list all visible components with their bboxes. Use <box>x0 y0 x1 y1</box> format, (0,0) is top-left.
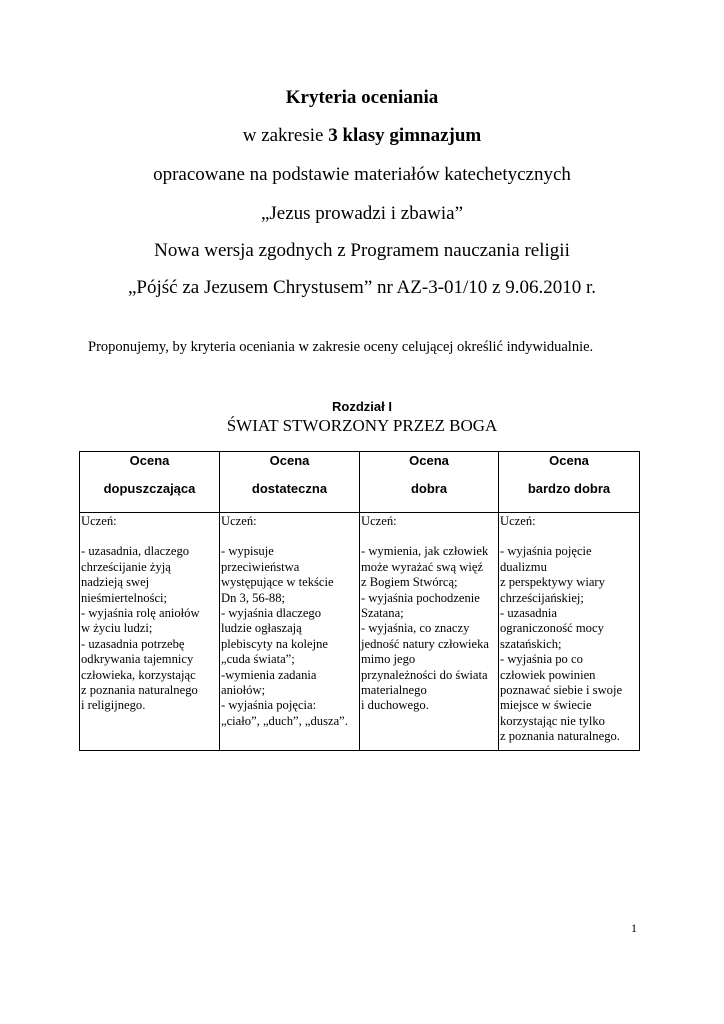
criteria-line: przynależności do świata <box>361 667 488 682</box>
criteria-cell-bardzo-dobra <box>499 513 640 751</box>
criteria-line: ludzie ogłaszają <box>221 621 302 636</box>
criteria-line: z poznania naturalnego <box>81 683 198 698</box>
page-number: 1 <box>631 921 637 935</box>
criteria-line: - wymienia, jak człowiek <box>361 544 489 559</box>
criteria-cell-dobra <box>360 513 499 751</box>
criteria-line: i religijnego. <box>81 698 146 713</box>
criteria-line: w życiu ludzi; <box>81 621 153 636</box>
chapter-label: Rozdział I <box>332 399 392 414</box>
table-header-row <box>80 452 640 513</box>
criteria-line: z perspektywy wiary <box>500 575 605 590</box>
column-header-grade: dobra <box>410 481 448 496</box>
criteria-line: nieśmiertelności; <box>81 590 168 605</box>
basis-line: opracowane na podstawie materiałów katechetycznych <box>153 164 571 185</box>
column-header <box>499 452 640 513</box>
column-header-label: Ocena <box>409 453 449 468</box>
criteria-line: dualizmu <box>500 559 547 574</box>
criteria-line: przeciwieństwa <box>221 559 300 574</box>
criteria-line: korzystając nie tylko <box>500 713 605 728</box>
series-title: „Jezus prowadzi i zbawia” <box>260 203 464 224</box>
criteria-line: szatańskich; <box>500 636 562 651</box>
chapter-title: ŚWIAT STWORZONY PRZEZ BOGA <box>226 416 498 435</box>
column-header-label: Ocena <box>549 453 589 468</box>
criteria-cell-dostateczna <box>220 513 360 751</box>
criteria-line: chrześcijanie żyją <box>81 559 171 574</box>
table-row <box>80 513 640 751</box>
criteria-line: chrześcijańskiej; <box>500 590 584 605</box>
intro-note: Proponujemy, by kryteria oceniania w zakresie oceny celującej określić indywidualnie. <box>88 339 594 355</box>
criteria-line: z poznania naturalnego. <box>500 729 620 744</box>
criteria-line: miejsce w świecie <box>500 698 592 713</box>
criteria-line: Dn 3, 56-88; <box>221 590 286 605</box>
criteria-line: nadzieją swej <box>81 575 150 590</box>
program-name: „Pójść za Jezusem Chrystusem” nr AZ-3-01/10 z 9.06.2010 r. <box>127 277 597 298</box>
column-header <box>360 452 499 513</box>
criteria-line: - wyjaśnia pojęcia: <box>221 698 317 713</box>
cell-lead: Uczeń: <box>500 514 536 528</box>
criteria-line: człowiek powinien <box>500 667 596 682</box>
criteria-line: aniołów; <box>221 683 266 698</box>
criteria-line: - wyjaśnia, co znaczy <box>361 621 470 636</box>
program-line: Nowa wersja zgodnych z Programem nauczania religii <box>154 240 570 261</box>
column-header-label: Ocena <box>129 453 170 468</box>
criteria-line: - wyjaśnia pochodzenie <box>361 590 480 605</box>
column-header-grade: bardzo dobra <box>527 481 611 496</box>
criteria-line: poznawać siebie i swoje <box>500 683 623 698</box>
criteria-line: - uzasadnia <box>500 606 557 621</box>
criteria-line: i duchowego. <box>361 698 429 713</box>
grade-scope-prefix: w zakresie <box>242 125 329 146</box>
criteria-line: - wyjaśnia po co <box>500 652 583 667</box>
criteria-line: „ciało”, „duch”, „dusza”. <box>221 713 348 728</box>
criteria-line: - uzasadnia potrzebę <box>81 636 185 651</box>
criteria-line: „cuda świata”; <box>221 652 295 667</box>
criteria-line: - wypisuje <box>221 544 274 559</box>
criteria-line: mimo jego <box>361 652 416 667</box>
criteria-line: Szatana; <box>361 606 404 621</box>
criteria-line: ograniczoność mocy <box>500 621 604 636</box>
criteria-line: występujące w tekście <box>221 575 334 590</box>
column-header-grade: dostateczna <box>251 481 328 496</box>
cell-lead: Uczeń: <box>81 514 117 528</box>
criteria-line: plebiscyty na kolejne <box>221 636 329 651</box>
criteria-line: - uzasadnia, dlaczego <box>81 544 190 559</box>
column-header <box>220 452 360 513</box>
criteria-line: - wyjaśnia pojęcie <box>500 544 592 559</box>
grade-scope <box>0 125 724 147</box>
cell-lead: Uczeń: <box>361 514 397 528</box>
criteria-line: z Bogiem Stwórcą; <box>361 575 458 590</box>
criteria-line: człowieka, korzystając <box>81 667 196 682</box>
cell-lead: Uczeń: <box>221 514 257 528</box>
criteria-line: materialnego <box>361 683 427 698</box>
criteria-table <box>79 451 640 751</box>
criteria-line: - wyjaśnia rolę aniołów <box>81 606 200 621</box>
criteria-line: może wyrażać swą więź <box>361 559 484 574</box>
document-title: Kryteria oceniania <box>285 87 439 108</box>
column-header-grade: dopuszczająca <box>103 481 196 496</box>
grade-scope-class: 3 klasy gimnazjum <box>328 125 482 146</box>
criteria-line: -wymienia zadania <box>221 667 317 682</box>
criteria-cell-dopuszczajaca <box>80 513 220 751</box>
criteria-line: jedność natury człowieka <box>361 636 489 651</box>
column-header-label: Ocena <box>269 453 310 468</box>
criteria-line: odkrywania tajemnicy <box>81 652 194 667</box>
column-header <box>80 452 220 513</box>
criteria-line: - wyjaśnia dlaczego <box>221 606 322 621</box>
